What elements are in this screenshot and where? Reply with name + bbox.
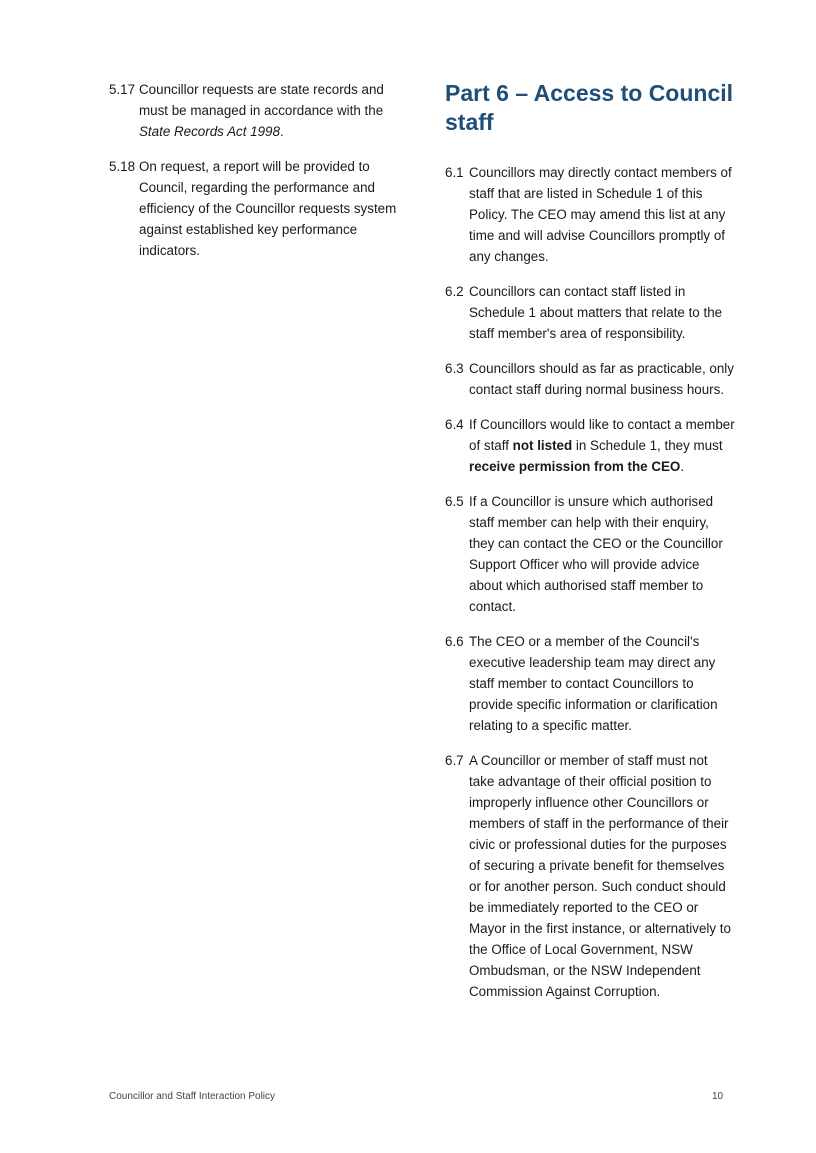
clause-number: 6.6: [445, 634, 464, 649]
clause-6-7: [445, 750, 735, 1002]
clause-number: 5.18: [109, 159, 136, 174]
clause-number: 6.5: [445, 494, 464, 509]
clause-6-3: [445, 358, 735, 400]
clause-number: 5.17: [109, 82, 136, 97]
clause-6-5: [445, 491, 735, 617]
clause-text: On request, a report will be provided to Council, regarding the performance and efficiency of the Councillor requests system against established key performance indicators.: [139, 159, 397, 258]
emphasis: not listed: [512, 438, 573, 453]
emphasis: receive permission from the CEO: [469, 459, 681, 474]
clause-6-2: [445, 281, 735, 344]
clause-number: 6.3: [445, 361, 464, 376]
page-number: 10: [712, 1091, 724, 1102]
clause-text: Councillors should as far as practicable, only contact staff during normal business hours.: [469, 361, 734, 397]
clause-number: 6.4: [445, 417, 464, 432]
clause-text: Councillors may directly contact members of staff that are listed in Schedule 1 of this Policy. The CEO may amend this list at any time and will advise Councillors promptly of any changes.: [469, 165, 732, 264]
left-column: [109, 79, 399, 275]
clause-6-1: [445, 162, 735, 267]
clause-5-17: [109, 79, 399, 142]
clause-number: 6.7: [445, 753, 464, 768]
footer-title: Councillor and Staff Interaction Policy: [109, 1091, 276, 1102]
act-title: State Records Act 1998: [139, 124, 280, 139]
clause-text: Councillors can contact staff listed in Schedule 1 about matters that relate to the staff member's area of responsibility.: [469, 284, 723, 341]
clause-text: If Councillors would like to contact a member of staff not listed in Schedule 1, they must receive permission from the CEO.: [469, 417, 735, 474]
section-heading: Part 6 – Access to Council staff: [445, 80, 734, 135]
clause-number: 6.1: [445, 165, 464, 180]
clause-6-4: [445, 414, 735, 477]
clause-text: Councillor requests are state records and must be managed in accordance with the State Records Act 1998.: [139, 82, 384, 139]
right-column: [445, 79, 735, 1016]
clause-6-6: [445, 631, 735, 736]
clause-5-18: [109, 156, 399, 261]
clause-number: 6.2: [445, 284, 464, 299]
clause-text: The CEO or a member of the Council's executive leadership team may direct any staff member to contact Councillors to provide specific information or clarification relating to a specific matter.: [469, 634, 718, 733]
clause-text: If a Councillor is unsure which authorised staff member can help with their enquiry, they can contact the CEO or the Councillor Support Officer who will provide advice about which authorised staff member to contact.: [469, 494, 723, 614]
clause-text: A Councillor or member of staff must not take advantage of their official position to improperly influence other Councillors or members of staff in the performance of their civic or professional duties for the purposes of securing a private benefit for themselves or for another person. Such conduct should be immediately reported to the CEO or Mayor in the first instance, or alternatively to the Office of Local Government, NSW Ombudsman, or the NSW Independent Commission Against Corruption.: [469, 753, 731, 999]
